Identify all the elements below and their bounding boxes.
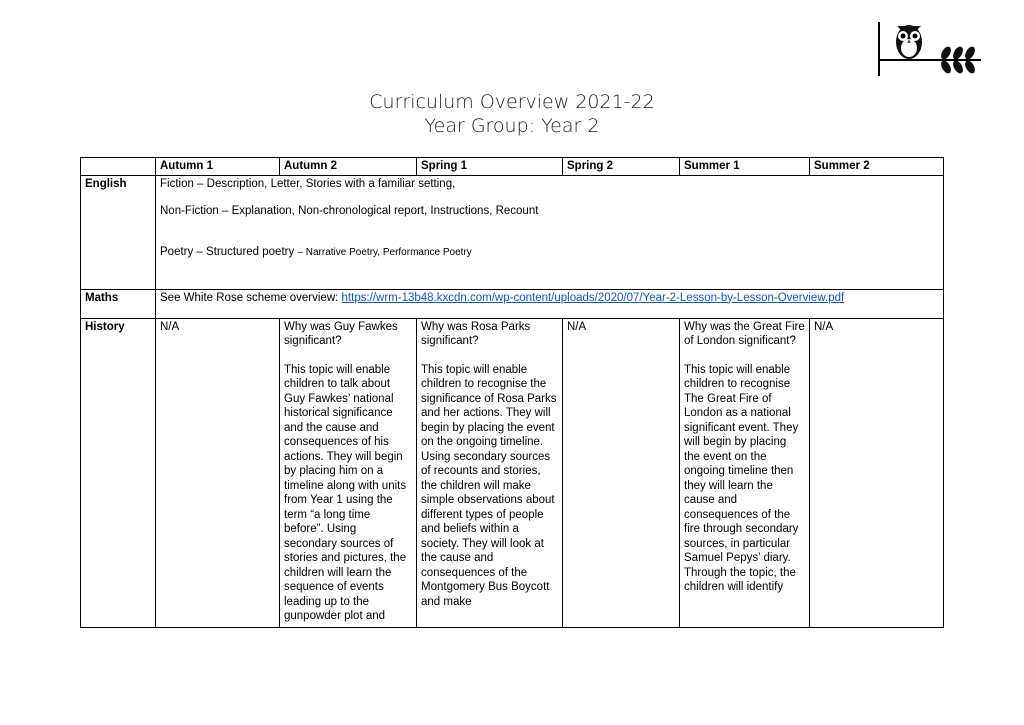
row-label-maths: Maths xyxy=(81,289,156,318)
white-rose-link[interactable]: https://wrm-13b48.kxcdn.com/wp-content/uploads/2020/07/Year-2-Lesson-by-Lesson-Overview.pdf xyxy=(341,291,845,304)
english-poetry xyxy=(160,245,939,261)
history-spring-1 xyxy=(417,318,563,627)
history-summer-2-text: N/A xyxy=(814,320,834,333)
document-header xyxy=(0,90,1024,138)
header-cell-summer-1: Summer 1 xyxy=(680,158,810,176)
row-label-english: English xyxy=(81,175,156,289)
maths-content xyxy=(156,289,944,318)
owl-on-branch-icon xyxy=(876,20,986,78)
header-cell-autumn-2: Autumn 2 xyxy=(280,158,417,176)
school-logo xyxy=(876,20,986,78)
maths-row xyxy=(81,289,944,318)
curriculum-table xyxy=(80,157,944,628)
history-autumn-2-question: Why was Guy Fawkes significant? xyxy=(284,320,398,347)
history-autumn-1 xyxy=(156,318,280,627)
history-spring-2 xyxy=(563,318,680,627)
document-title: Curriculum Overview 2021-22 xyxy=(369,91,655,113)
header-row xyxy=(81,158,944,176)
history-autumn-2-body: This topic will enable children to talk about Guy Fawkes’ national historical significance and the cause and consequences of his actions. They will begin by placing him on a timeline along with units from Year 1 using the term “a long time before”. Using secondary sources of stories and pictures, the children will learn the sequence of events leading up to the gunpowder plot and xyxy=(284,363,407,622)
history-row xyxy=(81,318,944,627)
history-summer-1-body: This topic will enable children to recognise The Great Fire of London as a national significant event. They will begin by placing the event on the ongoing timeline then they will learn the cause and consequences of the fire through secondary sources, in particular Samuel Pepys’ diary. Through the topic, the children will identify xyxy=(684,363,799,593)
history-summer-1 xyxy=(680,318,810,627)
document-subtitle: Year Group: Year 2 xyxy=(424,115,600,137)
english-poetry-main: Poetry – Structured poetry xyxy=(160,245,295,258)
history-autumn-2 xyxy=(280,318,417,627)
history-spring-2-text: N/A xyxy=(567,320,587,333)
header-cell-summer-2: Summer 2 xyxy=(810,158,944,176)
history-summer-1-question: Why was the Great Fire of London significant? xyxy=(684,320,805,347)
maths-prefix: See White Rose scheme overview: xyxy=(160,291,342,304)
header-cell-autumn-1: Autumn 1 xyxy=(156,158,280,176)
english-row xyxy=(81,175,944,289)
english-fiction: Fiction – Description, Letter, Stories with a familiar setting, xyxy=(160,177,456,190)
header-cell-empty xyxy=(81,158,156,176)
header-cell-spring-1: Spring 1 xyxy=(417,158,563,176)
history-autumn-1-text: N/A xyxy=(160,320,180,333)
header-cell-spring-2: Spring 2 xyxy=(563,158,680,176)
history-summer-2 xyxy=(810,318,944,627)
row-label-history: History xyxy=(81,318,156,627)
english-content xyxy=(156,175,944,289)
english-nonfiction: Non-Fiction – Explanation, Non-chronological report, Instructions, Recount xyxy=(160,205,539,217)
history-spring-1-question: Why was Rosa Parks significant? xyxy=(421,320,531,347)
english-poetry-types: – Narrative Poetry, Performance Poetry xyxy=(297,246,472,258)
history-spring-1-body: This topic will enable children to recognise the significance of Rosa Parks and her actions. They will begin by placing the event on the ongoing timeline. Using secondary sources of recounts and stories, the children will make simple observations about different types of people and beliefs within a society. They will look at the cause and consequences of the Montgomery Bus Boycott and make xyxy=(421,363,557,608)
